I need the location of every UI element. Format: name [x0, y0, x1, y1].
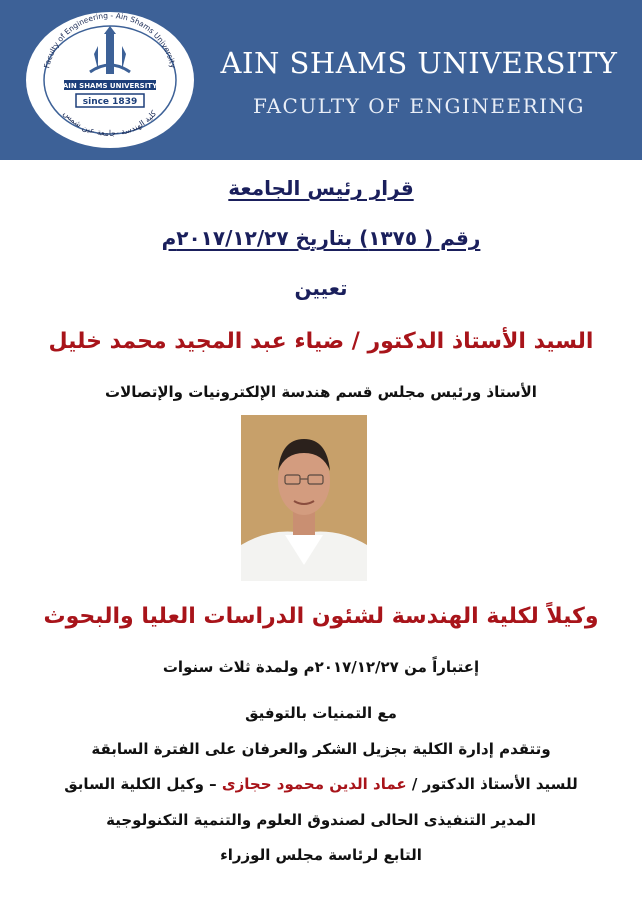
former-vice-dean-name: عماد الدين محمود حجازى [221, 775, 407, 793]
faculty-name: FACULTY OF ENGINEERING [252, 94, 586, 118]
appointee-position: الأستاذ ورئيس مجلس قسم هندسة الإلكترونيات والإتصالات [105, 383, 537, 401]
header-banner [0, 0, 642, 160]
appointee-photo [241, 415, 367, 581]
effective-date: إعتباراً من ٢٠١٧/١٢/٢٧م ولمدة ثلاث سنوات [162, 658, 480, 676]
decree-title: قرار رئيس الجامعة [228, 176, 414, 200]
appointee-name: السيد الأستاذ الدكتور / ضياء عبد المجيد محمد خليل [48, 329, 594, 354]
appointed-role: وكيلاً لكلية الهندسة لشئون الدراسات العليا والبحوث [43, 604, 599, 629]
thanks-line-4: التابع لرئاسة مجلس الوزراء [220, 846, 422, 864]
logo-ring-text-bottom: كلية الهندسة -جامعة عين شمس [61, 108, 159, 138]
university-logo [24, 10, 196, 150]
university-name: AIN SHAMS UNIVERSITY [220, 46, 618, 80]
thanks-suffix: – وكيل الكلية السابق [64, 775, 217, 793]
thanks-prefix: للسيد الأستاذ الدكتور / [411, 775, 578, 793]
thanks-line-2 [0, 775, 642, 793]
logo-ring-text-top: Faculty of Engineering - Ain Shams University [42, 11, 178, 70]
logo-since-text: since 1839 [82, 97, 138, 107]
wishes-text: مع التمنيات بالتوفيق [245, 704, 397, 722]
decree-number: رقم ( ١٣٧٥) بتاريخ ٢٠١٧/١٢/٢٧م [161, 226, 481, 250]
appointment-heading: تعيين [294, 276, 348, 300]
logo-banner-text: AIN SHAMS UNIVERSITY [62, 82, 158, 90]
thanks-line-1: وتتقدم إدارة الكلية بجزيل الشكر والعرفان على الفترة السابقة [91, 740, 551, 758]
thanks-line-3: المدير التنفيذى الحالى لصندوق العلوم والتنمية التكنولوجية [106, 811, 536, 829]
